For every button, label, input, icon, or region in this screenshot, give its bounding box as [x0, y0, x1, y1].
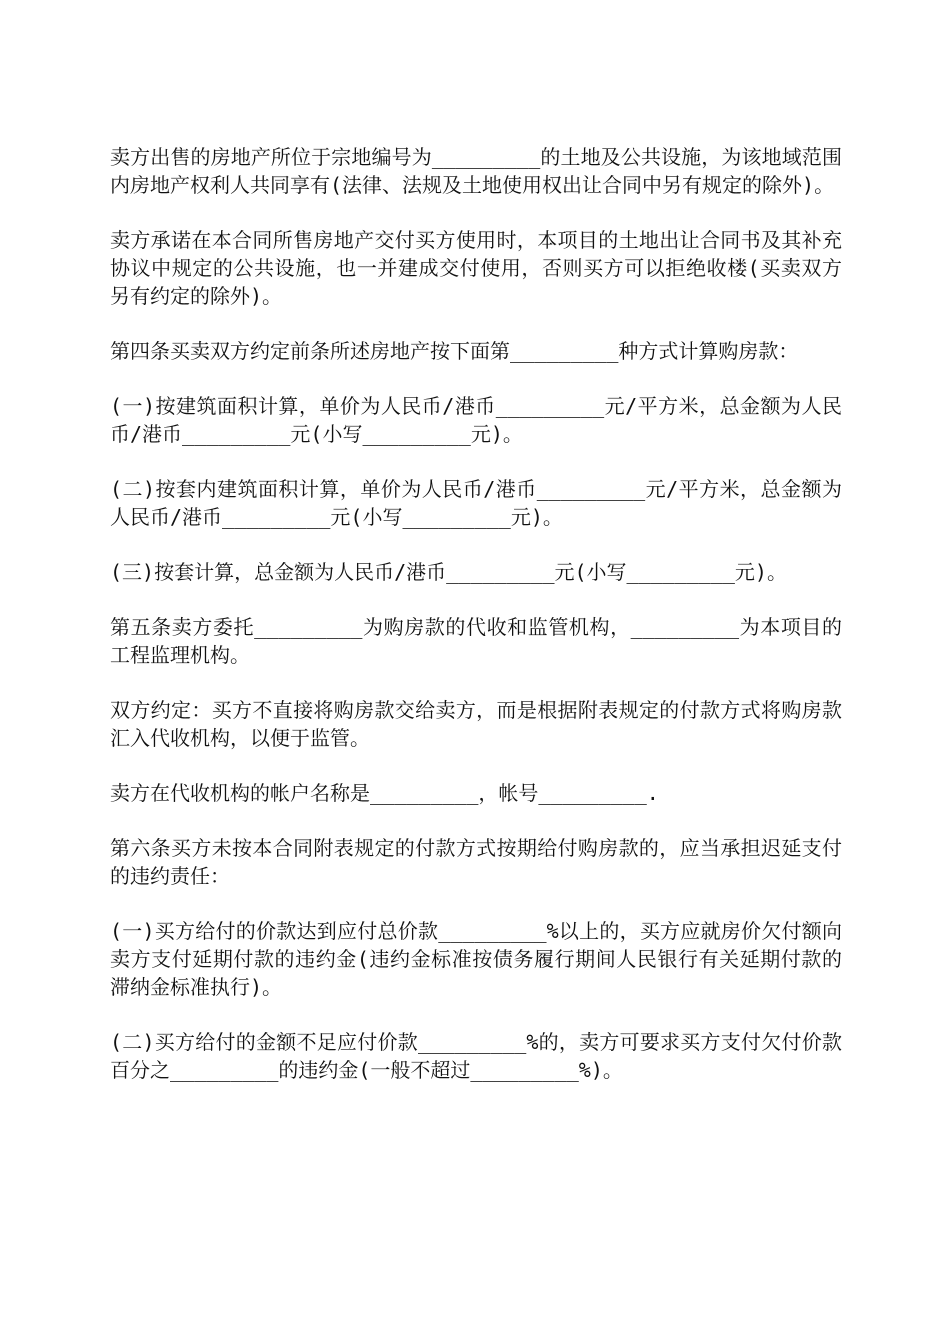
paragraph-article-4: 第四条买卖双方约定前条所述房地产按下面第_________种方式计算购房款： — [110, 339, 799, 363]
paragraph-seller-commitment: 卖方承诺在本合同所售房地产交付买方使用时，本项目的土地出让合同书及其补充协议中规定的公共设施，也一并建成交付使用，否则买方可以拒绝收楼(买卖双方另有约定的除外)。 — [110, 228, 842, 308]
paragraph-article-6: 第六条买方未按本合同附表规定的付款方式按期给付购房款的，应当承担迟延支付的违约责任： — [110, 836, 842, 888]
paragraph-article-5: 第五条卖方委托_________为购房款的代收和监管机构，_________为本项目的工程监理机构。 — [110, 615, 842, 667]
paragraph-land-public-facilities: 卖方出售的房地产所位于宗地编号为_________的土地及公共设施，为该地域范围内房地产权利人共同享有(法律、法规及土地使用权出让合同中另有规定的除外)。 — [110, 145, 842, 197]
paragraph-method-2: (二)按套内建筑面积计算，单价为人民币/港币_________元/平方米，总金额为人民币/港币_________元(小写_________元)。 — [110, 477, 842, 529]
paragraph-method-1: (一)按建筑面积计算，单价为人民币/港币_________元/平方米，总金额为人民币/港币_________元(小写_________元)。 — [110, 394, 842, 446]
paragraph-agreement: 双方约定：买方不直接将购房款交给卖方，而是根据附表规定的付款方式将购房款汇入代收机构，以便于监管。 — [110, 698, 842, 750]
paragraph-penalty-2: (二)买方给付的金额不足应付价款_________%的，卖方可要求买方支付欠付价款百分之_________的违约金(一般不超过_________%)。 — [110, 1030, 842, 1082]
paragraph-method-3: (三)按套计算，总金额为人民币/港币_________元(小写_________元)。 — [110, 560, 787, 584]
paragraph-account: 卖方在代收机构的帐户名称是_________，帐号_________. — [110, 781, 659, 805]
paragraph-penalty-1: (一)买方给付的价款达到应付总价款_________%以上的，买方应就房价欠付额向卖方支付延期付款的违约金(违约金标准按债务履行期间人民银行有关延期付款的滞纳金标准执行)。 — [110, 919, 842, 999]
